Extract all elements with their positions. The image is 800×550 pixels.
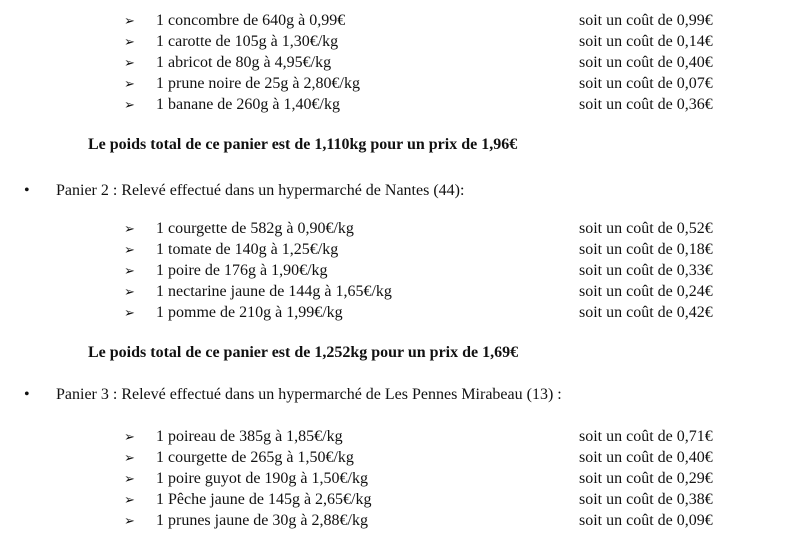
item-cost: soit un coût de 0,99€	[579, 12, 713, 29]
item-description: 1 poire guyot de 190g à 1,50€/kg	[156, 470, 368, 487]
arrow-bullet-icon: ➢	[124, 13, 135, 28]
item-cost: soit un coût de 0,09€	[579, 512, 713, 529]
item-description: 1 banane de 260g à 1,40€/kg	[156, 96, 340, 113]
item-description: 1 poireau de 385g à 1,85€/kg	[156, 428, 343, 445]
item-description: 1 prunes jaune de 30g à 2,88€/kg	[156, 512, 368, 529]
list-item	[0, 239, 800, 260]
arrow-bullet-icon: ➢	[124, 242, 135, 257]
arrow-bullet-icon: ➢	[124, 492, 135, 507]
item-description: 1 concombre de 640g à 0,99€	[156, 12, 346, 29]
list-item	[0, 510, 800, 531]
arrow-bullet-icon: ➢	[124, 305, 135, 320]
arrow-bullet-icon: ➢	[124, 34, 135, 49]
item-description: 1 pomme de 210g à 1,99€/kg	[156, 304, 343, 321]
basket-heading-text: Panier 2 : Relevé effectué dans un hypermarché de Nantes (44):	[56, 182, 465, 199]
item-description: 1 tomate de 140g à 1,25€/kg	[156, 241, 339, 258]
item-cost: soit un coût de 0,38€	[579, 491, 713, 508]
item-description: 1 courgette de 265g à 1,50€/kg	[156, 449, 354, 466]
arrow-bullet-icon: ➢	[124, 513, 135, 528]
arrow-bullet-icon: ➢	[124, 263, 135, 278]
list-item	[0, 218, 800, 239]
item-cost: soit un coût de 0,71€	[579, 428, 713, 445]
item-description: 1 nectarine jaune de 144g à 1,65€/kg	[156, 283, 392, 300]
list-item	[0, 31, 800, 52]
basket-1-summary: Le poids total de ce panier est de 1,110kg pour un prix de 1,96€	[88, 136, 518, 153]
list-item	[0, 468, 800, 489]
arrow-bullet-icon: ➢	[124, 55, 135, 70]
list-item	[0, 426, 800, 447]
item-description: 1 courgette de 582g à 0,90€/kg	[156, 220, 354, 237]
list-item	[0, 260, 800, 281]
item-cost: soit un coût de 0,18€	[579, 241, 713, 258]
item-cost: soit un coût de 0,36€	[579, 96, 713, 113]
list-item	[0, 10, 800, 31]
item-cost: soit un coût de 0,24€	[579, 283, 713, 300]
arrow-bullet-icon: ➢	[124, 429, 135, 444]
bullet-icon: •	[24, 182, 30, 199]
arrow-bullet-icon: ➢	[124, 450, 135, 465]
list-item	[0, 94, 800, 115]
item-cost: soit un coût de 0,42€	[579, 304, 713, 321]
arrow-bullet-icon: ➢	[124, 221, 135, 236]
item-description: 1 prune noire de 25g à 2,80€/kg	[156, 75, 360, 92]
basket-3-heading	[0, 384, 800, 406]
basket-heading-text: Panier 3 : Relevé effectué dans un hypermarché de Les Pennes Mirabeau (13) :	[56, 386, 562, 403]
list-item	[0, 489, 800, 510]
list-item	[0, 447, 800, 468]
arrow-bullet-icon: ➢	[124, 284, 135, 299]
item-cost: soit un coût de 0,29€	[579, 470, 713, 487]
list-item	[0, 52, 800, 73]
list-item	[0, 73, 800, 94]
item-description: 1 carotte de 105g à 1,30€/kg	[156, 33, 339, 50]
item-cost: soit un coût de 0,52€	[579, 220, 713, 237]
bullet-icon: •	[24, 386, 30, 403]
item-cost: soit un coût de 0,40€	[579, 449, 713, 466]
arrow-bullet-icon: ➢	[124, 471, 135, 486]
item-cost: soit un coût de 0,33€	[579, 262, 713, 279]
item-description: 1 Pêche jaune de 145g à 2,65€/kg	[156, 491, 372, 508]
item-description: 1 abricot de 80g à 4,95€/kg	[156, 54, 332, 71]
basket-2-heading	[0, 180, 800, 202]
item-cost: soit un coût de 0,40€	[579, 54, 713, 71]
item-cost: soit un coût de 0,14€	[579, 33, 713, 50]
item-description: 1 poire de 176g à 1,90€/kg	[156, 262, 328, 279]
list-item	[0, 302, 800, 323]
item-cost: soit un coût de 0,07€	[579, 75, 713, 92]
basket-2-summary: Le poids total de ce panier est de 1,252kg pour un prix de 1,69€	[88, 344, 519, 361]
list-item	[0, 281, 800, 302]
arrow-bullet-icon: ➢	[124, 76, 135, 91]
arrow-bullet-icon: ➢	[124, 97, 135, 112]
